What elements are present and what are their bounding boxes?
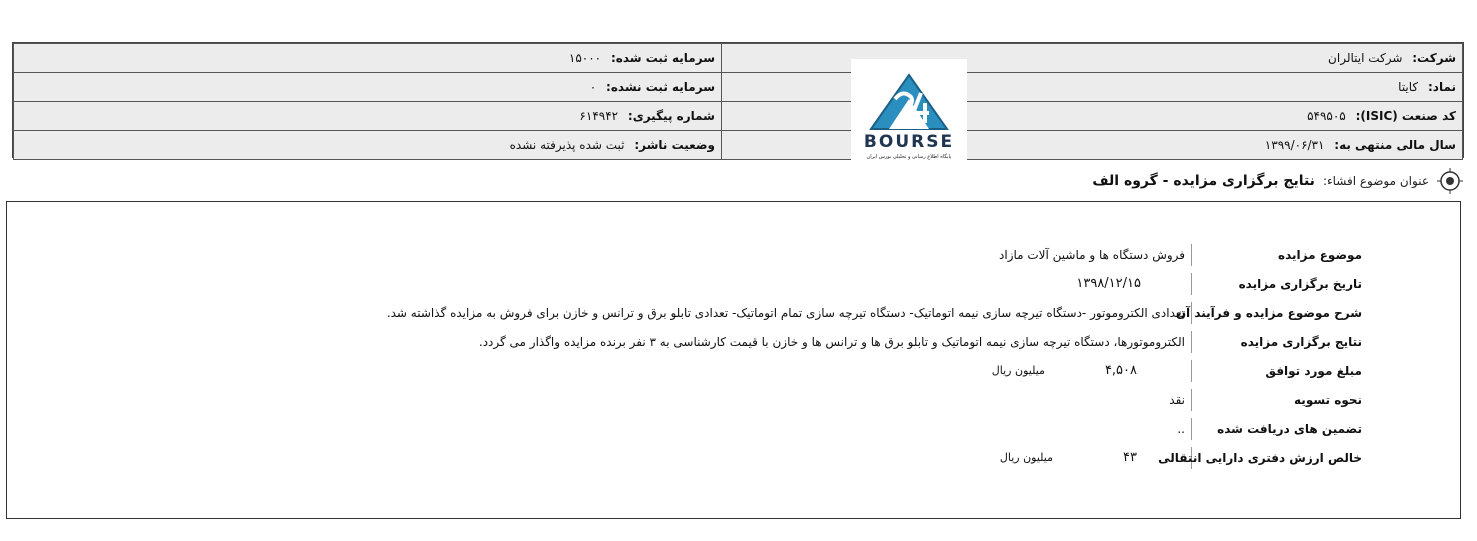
unregistered-capital-cell	[14, 73, 722, 102]
amount-unit: میلیون ریال	[991, 364, 1045, 377]
info-row-4	[14, 131, 1463, 160]
unregistered-capital-label: سرمایه ثبت نشده:	[606, 80, 715, 94]
net-book-unit: میلیون ریال	[999, 451, 1054, 464]
info-row-3	[14, 102, 1463, 131]
subject-value: فروش دستگاه ها و ماشین آلات مازاد	[999, 247, 1185, 262]
detail-row-amount	[387, 356, 1366, 385]
date-label: تاریخ برگزاری مزایده	[1191, 273, 1366, 295]
tracking-cell	[14, 102, 722, 131]
description-value: تعدادی الکتروموتور -دستگاه تیرچه سازی نیمه اتوماتیک- دستگاه تیرچه سازی تمام اتوماتیک- تعدادی تابلو برق و ترانس و خازن برای فروش به مزایده گذاشته شد.	[386, 305, 1185, 320]
publisher-status-label: وضعیت ناشر:	[634, 138, 715, 152]
guarantees-value: ..	[1177, 421, 1185, 436]
subject-label: موضوع مزایده	[1191, 244, 1366, 266]
auction-details-list	[387, 240, 1366, 472]
isic-value: ۵۴۹۵۰۵	[1307, 109, 1346, 123]
company-info-table	[12, 42, 1464, 158]
settlement-label: نحوه تسویه	[1191, 389, 1366, 411]
symbol-cell	[722, 73, 1463, 102]
fiscal-cell	[722, 131, 1463, 160]
net-book-value-cell	[1000, 450, 1191, 465]
bourse-mountain-icon	[851, 59, 967, 135]
isic-label: کد صنعت (ISIC):	[1355, 109, 1456, 123]
bourse-logo	[851, 59, 967, 165]
target-icon	[1437, 168, 1463, 194]
symbol-value: کایتا	[1398, 80, 1419, 94]
amount-value: ۴,۵۰۸	[1104, 363, 1137, 378]
company-name-label: شرکت:	[1412, 51, 1456, 65]
fiscal-value: ۱۳۹۹/۰۶/۳۱	[1264, 138, 1325, 152]
info-row-2	[14, 73, 1463, 102]
detail-row-net-book	[387, 443, 1366, 472]
net-book-label: خالص ارزش دفتری دارایی انتقالی	[1191, 447, 1366, 469]
registered-capital-label: سرمایه ثبت شده:	[610, 51, 715, 65]
results-label: نتایج برگزاری مزایده	[1191, 331, 1366, 353]
settlement-value: نقد	[1169, 392, 1185, 407]
registered-capital-cell	[14, 44, 722, 73]
detail-row-guarantees	[387, 414, 1366, 443]
fiscal-label: سال مالی منتهی به:	[1334, 138, 1456, 152]
info-row-1	[14, 44, 1463, 73]
company-name-cell	[722, 44, 1463, 73]
detail-row-subject	[387, 240, 1366, 269]
symbol-label: نماد:	[1427, 80, 1456, 94]
amount-value-cell	[992, 363, 1191, 378]
bourse-logo-word: BOURSE	[863, 132, 955, 152]
results-value: الکتروموتورها، دستگاه تیرچه سازی نیمه اتوماتیک و تابلو برق ها و ترانس ها و خازن با قیمت کارشناسی به ۳ نفر برنده مزایده واگذار می گردد.	[478, 334, 1185, 349]
title-text: نتایج برگزاری مزایده - گروه الف	[1092, 173, 1315, 189]
unregistered-capital-value: ۰	[589, 80, 597, 94]
auction-details-box	[6, 201, 1461, 519]
amount-label: مبلغ مورد توافق	[1191, 360, 1366, 382]
detail-row-results	[387, 327, 1366, 356]
net-book-value: ۴۳	[1123, 450, 1137, 465]
detail-row-settlement	[387, 385, 1366, 414]
date-value: ۱۳۹۸/۱۲/۱۵	[1076, 276, 1141, 291]
tracking-label: شماره پیگیری:	[627, 109, 715, 123]
detail-row-description	[387, 298, 1366, 327]
guarantees-label: تضمین های دریافت شده	[1191, 418, 1366, 440]
publisher-status-value: ثبت شده پذیرفته نشده	[509, 138, 625, 152]
detail-row-date	[387, 269, 1366, 298]
registered-capital-value: ۱۵۰۰۰	[568, 51, 602, 65]
description-label: شرح موضوع مزایده و فرآیند آن	[1191, 302, 1366, 324]
bourse-logo-tagline: پایگاه اطلاع رسانی و تحلیلی بورس ایران	[866, 154, 952, 160]
isic-cell	[722, 102, 1463, 131]
company-name-value: شرکت ایتالران	[1328, 51, 1403, 65]
title-label: عنوان موضوع افشاء:	[1322, 174, 1429, 188]
tracking-value: ۶۱۴۹۴۲	[579, 109, 619, 123]
disclosure-title	[1092, 168, 1463, 194]
publisher-status-cell	[14, 131, 722, 160]
